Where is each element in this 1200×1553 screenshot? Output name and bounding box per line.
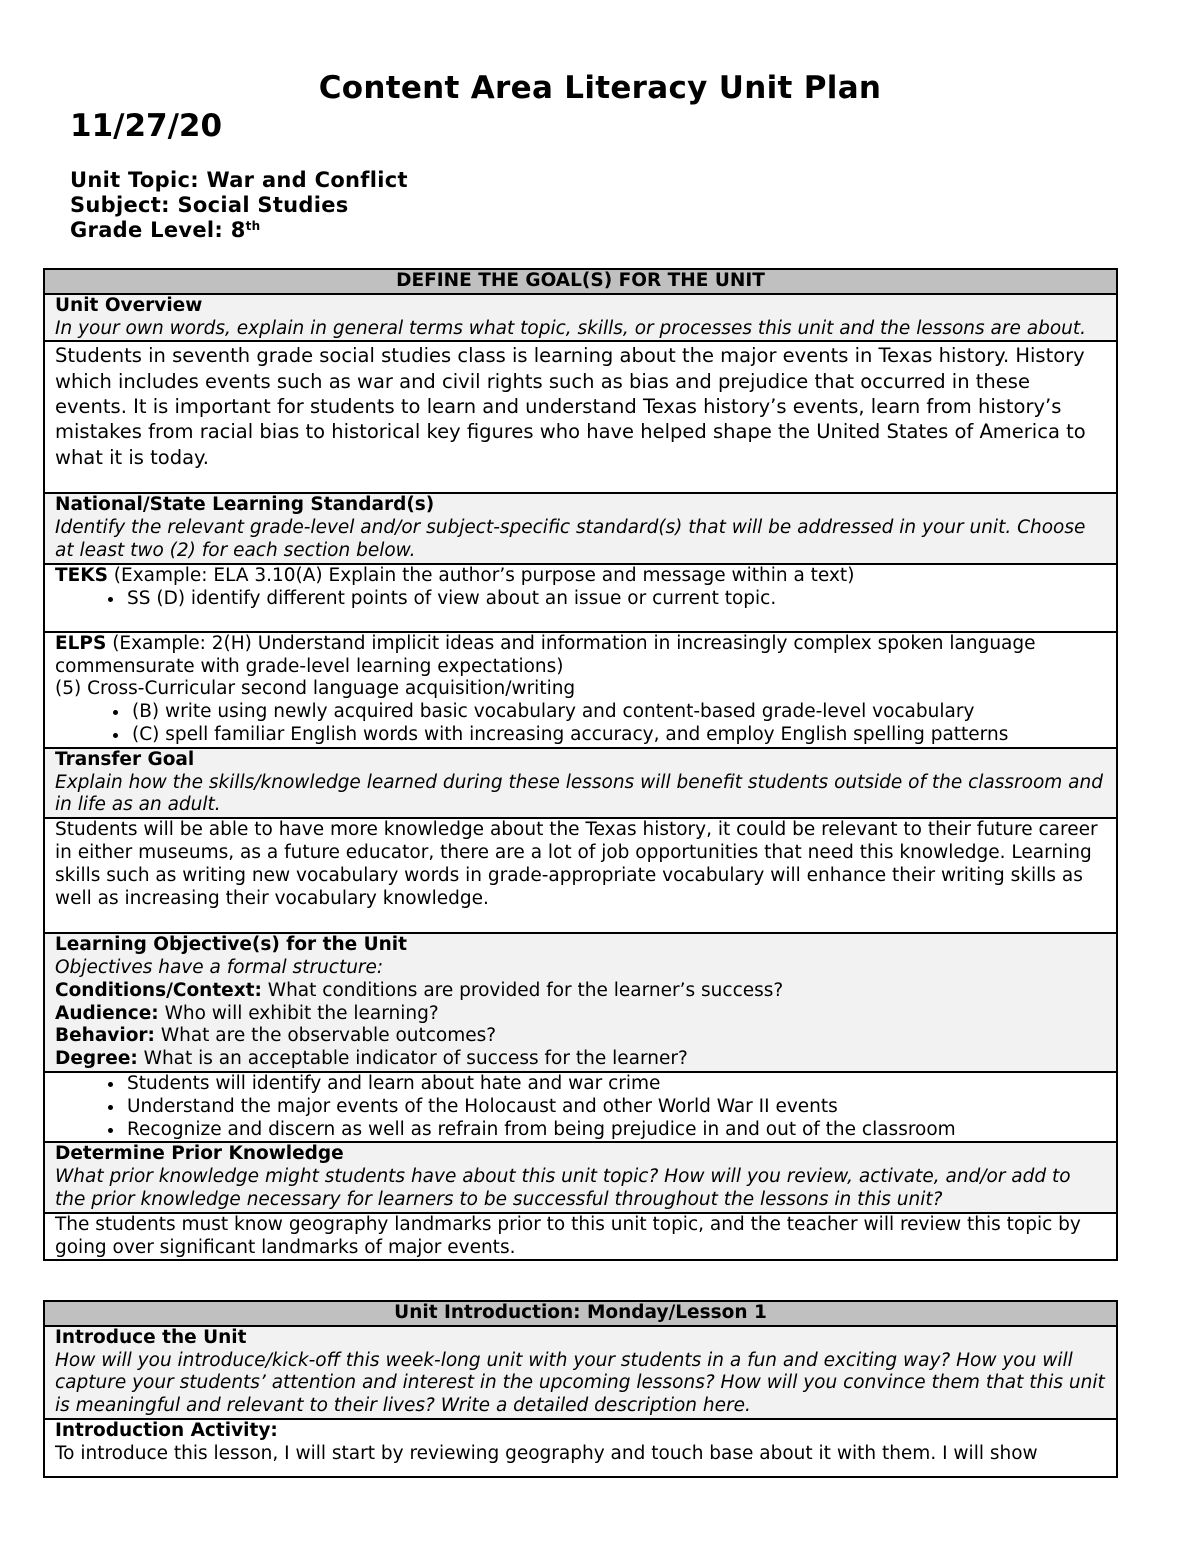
behavior-label: Behavior: (55, 1025, 155, 1047)
teks-cell (44, 564, 1117, 632)
page-title: Content Area Literacy Unit Plan (318, 70, 882, 106)
teks-list (55, 588, 1106, 611)
elps-label: ELPS (55, 632, 107, 654)
objectives-answer-row (44, 1072, 1117, 1142)
activity-cell (44, 1419, 1117, 1477)
conditions-label: Conditions/Context: (55, 979, 262, 1001)
intro-table (43, 1300, 1118, 1478)
prior-prompt: What prior knowledge might students have about this unit topic? How will you review, activate, and/or add to the prior knowledge necessary for learners to be successful throughout the lessons in this unit? (55, 1166, 1071, 1210)
standards-prompt: Identify the relevant grade-level and/or subject-specific standard(s) that will be addressed in your unit. Choose at least two (2) for each section below. (55, 517, 1086, 561)
objectives-label: Learning Objective(s) for the Unit (55, 934, 407, 956)
standards-prompt-row (44, 493, 1117, 563)
teks-label: TEKS (55, 564, 108, 586)
standards-label: National/State Learning Standard(s) (55, 494, 435, 516)
behavior-line (55, 1025, 1106, 1048)
audience-text: Who will exhibit the learning? (158, 1002, 439, 1024)
unit-topic: Unit Topic: War and Conflict (70, 168, 408, 192)
list-item: • Recognize and discern as well as refrain from being prejudice in and out of the classroom (125, 1119, 1106, 1142)
overview-answer: Students in seventh grade social studies class is learning about the major events in Texas history. History which includes events such as war and civil rights such as bias and prejudice that occurred in these events. It is important for students to learn and understand Texas history’s events, learn from history’s mistakes from racial bias to historical key figures who have helped shape the United States of America to what it is today. (55, 344, 1086, 469)
prior-answer-cell (44, 1213, 1117, 1261)
conditions-line (55, 980, 1106, 1003)
overview-prompt-row (44, 294, 1117, 342)
grade-level (70, 218, 408, 243)
intro-table-heading: Unit Introduction: Monday/Lesson 1 (44, 1301, 1117, 1326)
objectives-prompt-row (44, 933, 1117, 1072)
activity-label: Introduction Activity: (55, 1419, 278, 1441)
teks-line (55, 565, 1106, 588)
prior-label: Determine Prior Knowledge (55, 1143, 344, 1165)
elps-subheading: (5) Cross-Curricular second language acquisition/writing (55, 678, 576, 700)
degree-text: What is an acceptable indicator of success for the learner? (137, 1048, 688, 1070)
degree-label: Degree: (55, 1048, 138, 1070)
elps-line (55, 633, 1106, 679)
list-item: • Students will identify and learn about hate and war crime (125, 1073, 1106, 1096)
degree-line (55, 1048, 1106, 1071)
elps-list (55, 701, 1106, 747)
introduce-prompt-row (44, 1326, 1117, 1419)
list-item: • (B) write using newly acquired basic vocabulary and content-based grade-level vocabulary (130, 701, 1106, 724)
overview-prompt: In your own words, explain in general terms what topic, skills, or processes this unit and the lessons are about. (55, 317, 1087, 339)
activity-row (44, 1419, 1117, 1477)
prior-answer-row (44, 1213, 1117, 1261)
transfer-answer-row (44, 818, 1117, 933)
objectives-prompt-cell (44, 933, 1117, 1072)
objectives-prompt: Objectives have a formal structure: (55, 956, 384, 978)
transfer-prompt-cell (44, 748, 1117, 818)
transfer-prompt-row (44, 748, 1117, 818)
list-item: • (C) spell familiar English words with increasing accuracy, and employ English spelling patterns (130, 724, 1106, 747)
unit-meta (70, 168, 408, 243)
transfer-prompt: Explain how the skills/knowledge learned during these lessons will benefit students outside of the classroom and in life as an adult. (55, 771, 1103, 816)
introduce-prompt: How will you introduce/kick-off this week-long unit with your students in a fun and exciting way? How you will capture your students’ attention and interest in the upcoming lessons? How will you convince them that this unit is meaningful and relevant to their lives? Write a detailed description here. (55, 1349, 1105, 1417)
standards-prompt-cell (44, 493, 1117, 563)
intro-table-header-row (44, 1301, 1117, 1326)
conditions-text: What conditions are provided for the learner’s success? (261, 979, 784, 1001)
overview-label: Unit Overview (55, 294, 203, 316)
list-item: • SS (D) identify different points of view about an issue or current topic. (125, 588, 1106, 611)
teks-row (44, 564, 1117, 632)
activity-text: To introduce this lesson, I will start by reviewing geography and touch base about it with them. I will show (55, 1442, 1038, 1464)
goal-table (43, 268, 1118, 1261)
behavior-text: What are the observable outcomes? (154, 1025, 497, 1047)
teks-example: (Example: ELA 3.10(A) Explain the author’s purpose and message within a text) (107, 564, 855, 586)
overview-prompt-cell (44, 294, 1117, 342)
goal-table-heading: DEFINE THE GOAL(S) FOR THE UNIT (44, 269, 1117, 294)
overview-answer-row (44, 341, 1117, 493)
overview-answer-cell (44, 341, 1117, 493)
elps-cell (44, 632, 1117, 748)
grade-level-text: Grade Level: 8 (70, 218, 246, 242)
list-item: • Understand the major events of the Holocaust and other World War II events (125, 1096, 1106, 1119)
transfer-answer: Students will be able to have more knowledge about the Texas history, it could be relevant to their future career in either museums, as a future educator, there are a lot of job opportunities that need this knowledge. Learning skills such as writing new vocabulary words in grade-appropriate vocabulary will enhance their writing skills as well as increasing their vocabulary knowledge. (55, 819, 1098, 909)
objectives-list (55, 1073, 1106, 1141)
prior-prompt-row (44, 1142, 1117, 1212)
audience-line (55, 1003, 1106, 1026)
elps-row (44, 632, 1117, 748)
document-date: 11/27/20 (70, 108, 223, 144)
introduce-label: Introduce the Unit (55, 1326, 247, 1348)
audience-label: Audience: (55, 1002, 159, 1024)
grade-suffix: th (245, 219, 261, 233)
transfer-answer-cell (44, 818, 1117, 933)
prior-answer: The students must know geography landmarks prior to this unit topic, and the teacher will review this topic by going over significant landmarks of major events. (55, 1213, 1081, 1258)
introduce-prompt-cell (44, 1326, 1117, 1419)
goal-table-header-row (44, 269, 1117, 294)
transfer-label: Transfer Goal (55, 748, 195, 770)
elps-example: (Example: 2(H) Understand implicit ideas and information in increasingly complex spoken language commensurate with grade-level learning expectations) (55, 632, 1036, 677)
subject: Subject: Social Studies (70, 193, 349, 217)
objectives-answer-cell (44, 1072, 1117, 1142)
prior-prompt-cell (44, 1142, 1117, 1212)
